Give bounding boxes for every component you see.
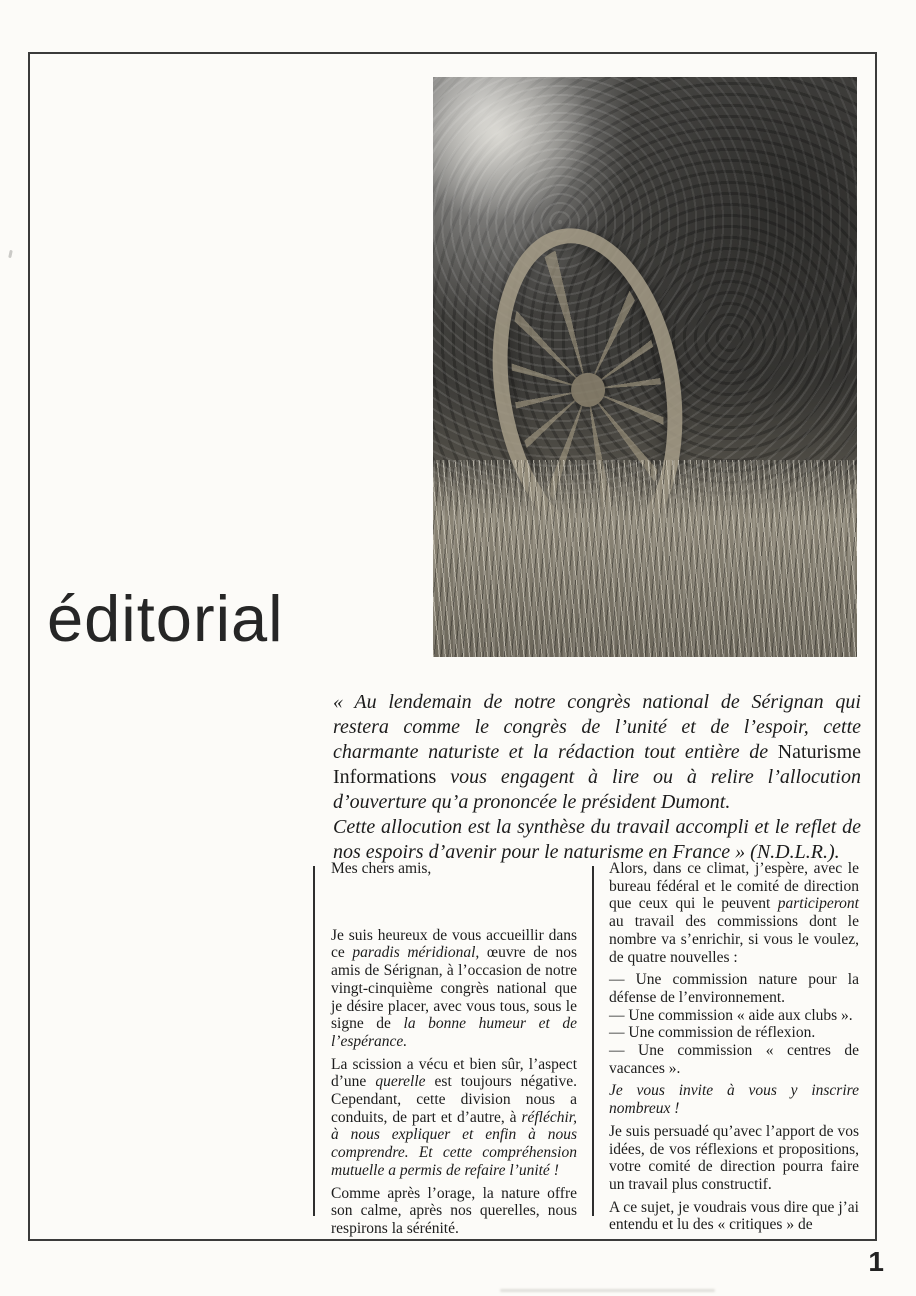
paragraph: Alors, dans ce climat, j’espère, avec le bureau fédéral et le comité de direction que ceux qui le peuvent participeront au travail des commissions dont le nombre va s’enrichir, si vous le voulez, de quatre nouvelles : [609,860,859,966]
page-frame [28,52,877,1241]
intro-italic-text: « Au lendemain de notre congrès national de Sérignan qui restera comme le congrès de l’unité et de l’espoir, cette charmante naturiste et la rédaction tout entière de [333,691,861,763]
list-item: — Une commission de réflexion. [609,1024,816,1042]
paragraph: La scission a vécu et bien sûr, l’aspect d’une querelle est toujours négative. Cependant, cette division nous a conduits, de part et d’autre, à réfléchir, à nous expliquer et enfin à nous comprendre. Et cette compréhension mutuelle a permis de refaire l’unité ! [331,1055,577,1179]
intro-paragraph-2: Cette allocution est la synthèse du travail accompli et le reflet de nos espoirs d’avenir pour le naturisme en France » (N.D.L.R.). [333,816,861,863]
salutation: Mes chers amis, [331,860,432,877]
column-right [609,860,859,1239]
invitation-paragraph: Je vous invite à vous y inscrire nombreux ! [609,1082,859,1118]
intro-paragraph-1 [333,690,861,815]
photo-grass [433,460,857,657]
paragraph: A ce sujet, je voudrais vous dire que j’ai entendu et lu des « critiques » de [609,1198,859,1234]
photo-light-patch [433,77,603,227]
magazine-name: Naturisme Informations [333,741,861,788]
commission-list [609,971,859,1077]
intro-italic-text: vous engagent à lire ou à relire l’allocution d’ouverture qu’a prononcée le président Dumont. [333,766,861,813]
column-rule-left [313,866,315,1216]
paragraph: Je suis heureux de vous accueillir dans ce paradis méridional, œuvre de nos amis de Sérignan, à l’occasion de notre vingt-cinquième congrès national que je désire placer, avec vous tous, sous le signe de la bonne humeur et de l’espérance. [331,926,577,1050]
list-item: — Une commission « aide aux clubs ». [609,1006,853,1024]
intro-quote [333,690,861,865]
scan-artifact [500,1289,715,1292]
list-item: — Une commission « centres de vacances ». [609,1042,859,1077]
column-rule-middle [592,866,594,1216]
scan-speck [8,250,13,258]
list-item: — Une commission nature pour la défense de l’environnement. [609,971,859,1006]
page-number: 1 [868,1246,884,1277]
paragraph: Je suis persuadé qu’avec l’apport de vos idées, de vos réflexions et propositions, votre comité de direction pourra faire un travail plus constructif. [609,1122,859,1193]
page-title: éditorial [47,582,284,655]
editorial-photo [433,77,857,657]
paragraph: Comme après l’orage, la nature offre son calme, après nos querelles, nous respirons la sérénité. [331,1184,577,1237]
column-left [331,860,577,1243]
